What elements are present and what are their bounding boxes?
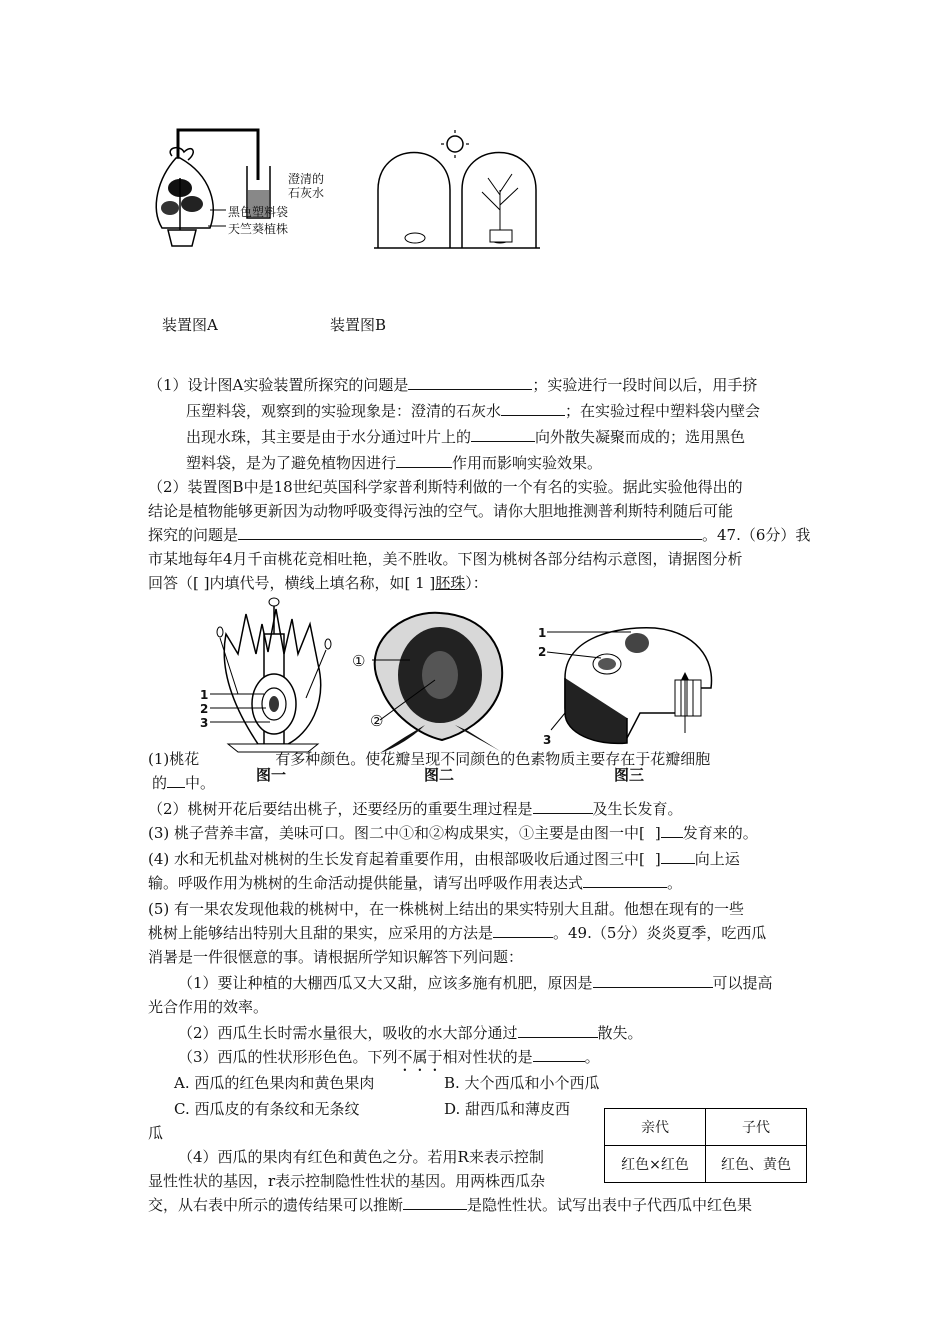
- table-cell-offspring: 红色、黄色: [706, 1146, 807, 1183]
- table-header-parent: 亲代: [605, 1109, 706, 1146]
- q49-s1-line-2: 光合作用的效率。: [148, 998, 269, 1016]
- q49-s4-line-1: （4）西瓜的果肉有红色和黄色之分。若用R来表示控制: [178, 1148, 544, 1166]
- q49-s4-line-2: 显性性状的基因，r表示控制隐性性状的基因。用两株西瓜杂: [148, 1172, 546, 1190]
- q49-s3: （3）西瓜的性状形形色色。下列不属于相对性状的是 。: [178, 1048, 600, 1066]
- q47-sub4-line-2: 输。呼吸作用为桃树的生命活动提供能量，请写出呼吸作用表达式 。: [148, 874, 683, 892]
- q47-sub3: (3) 桃子营养丰富，美味可口。图二中①和②构成果实，①主要是由图一中[ ] 发育来的。: [148, 824, 758, 842]
- figure-2-peach: [350, 605, 520, 755]
- q49-option-d: D. 甜西瓜和薄皮西: [444, 1100, 571, 1118]
- q47-sub1-line-2: 的 中。: [152, 774, 216, 792]
- label-limewater-1: 澄清的: [288, 172, 325, 186]
- fig1-number-3: 3: [200, 716, 209, 730]
- label-limewater-2: 石灰水: [288, 186, 325, 200]
- q49-option-b: B. 大个西瓜和小个西瓜: [444, 1074, 600, 1092]
- figure-a-apparatus: [140, 118, 380, 268]
- q49-option-c: C. 西瓜皮的有条纹和无条纹: [174, 1100, 360, 1118]
- q47-sub5-line-2: 桃树上能够结出特别大且甜的果实，应采用的方法是 。49.（5分）炎炎夏季，吃西瓜: [148, 924, 767, 942]
- fig3-number-2: 2: [538, 645, 547, 659]
- q49-option-d-cont: 瓜: [148, 1124, 164, 1142]
- q49-s2: （2）西瓜生长时需水量很大，吸收的水大部分通过 散失。: [178, 1024, 643, 1042]
- q49-s1-line-1: （1）要让种植的大棚西瓜又大又甜，应该多施有机肥，原因是 可以提高: [178, 974, 773, 992]
- figure-1-flower: [198, 594, 353, 754]
- table-cell-parent: 红色×红色: [605, 1146, 706, 1183]
- caption-figure-3: 图三: [614, 766, 645, 784]
- fig3-number-1: 1: [538, 626, 547, 640]
- fig3-number-3: 3: [543, 733, 552, 747]
- figure-b-bell-jars: [370, 130, 545, 255]
- caption-figure-1: 图一: [256, 766, 287, 784]
- q46-part2-line-2: 结论是植物能够更新因为动物呼吸变得污浊的空气。请你大胆地推测普利斯特利随后可能: [148, 502, 734, 520]
- caption-figure-a: 装置图A: [162, 316, 218, 334]
- q47-intro-2: 回答（[ ]内填代号，横线上填名称，如[ 1 ]胚珠）：: [148, 574, 488, 592]
- q47-sub4-line-1: (4) 水和无机盐对桃树的生长发育起着重要作用，由根部吸收后通过图三中[ ] 向上运: [148, 850, 740, 868]
- q46-line-3: 出现水珠，其主要是由于水分通过叶片上的 向外散失凝聚而成的；选用黑色: [186, 428, 746, 446]
- fig1-number-2: 2: [200, 702, 209, 716]
- label-black-bag: 黑色塑料袋: [228, 205, 289, 219]
- caption-figure-b: 装置图B: [330, 316, 387, 334]
- fig2-marker-1: ①: [352, 652, 366, 670]
- genetics-table: [604, 1108, 807, 1183]
- q47-sub5-line-3: 消暑是一件很惬意的事。请根据所学知识解答下列问题：: [148, 948, 524, 966]
- q47-sub5-line-1: (5) 有一果农发现他栽的桃树中，在一株桃树上结出的果实特别大且甜。他想在现有的一些: [148, 900, 745, 918]
- q47-intro-1: 市某地每年4月千亩桃花竞相吐艳，美不胜收。下图为桃树各部分结构示意图，请据图分析: [148, 550, 743, 568]
- q47-sub1-line-1: (1)桃花 有多种颜色。使花瓣呈现不同颜色的色素物质主要存在于花瓣细胞: [148, 750, 711, 768]
- caption-figure-2: 图二: [424, 766, 455, 784]
- q46-part2-line-3: 探究的问题是 。47.（6分）我: [148, 526, 811, 544]
- q46-part2-line-1: （2）装置图B中是18世纪英国科学家普利斯特利做的一个有名的实验。据此实验他得出的: [148, 478, 743, 496]
- fig1-number-1: 1: [200, 688, 209, 702]
- table-header-offspring: 子代: [706, 1109, 807, 1146]
- label-plant: 天竺葵植株: [228, 222, 289, 236]
- q49-option-a: A. 西瓜的红色果肉和黄色果肉: [174, 1074, 375, 1092]
- q49-s4-line-3: 交，从右表中所示的遗传结果可以推断 是隐性性状。试写出表中子代西瓜中红色果: [148, 1196, 753, 1214]
- q46-line-1: （1）设计图A实验装置所探究的问题是 ；实验进行一段时间以后，用手挤: [148, 376, 758, 394]
- figure-3-stem: [535, 618, 725, 748]
- q47-sub2: （2）桃树开花后要结出桃子，还要经历的重要生理过程是 及生长发育。: [148, 800, 683, 818]
- fig2-marker-2: ②: [370, 712, 384, 730]
- q46-line-2: 压塑料袋，观察到的实验现象是：澄清的石灰水 ；在实验过程中塑料袋内壁会: [186, 402, 761, 420]
- q46-line-4: 塑料袋，是为了避免植物因进行 作用而影响实验效果。: [186, 454, 603, 472]
